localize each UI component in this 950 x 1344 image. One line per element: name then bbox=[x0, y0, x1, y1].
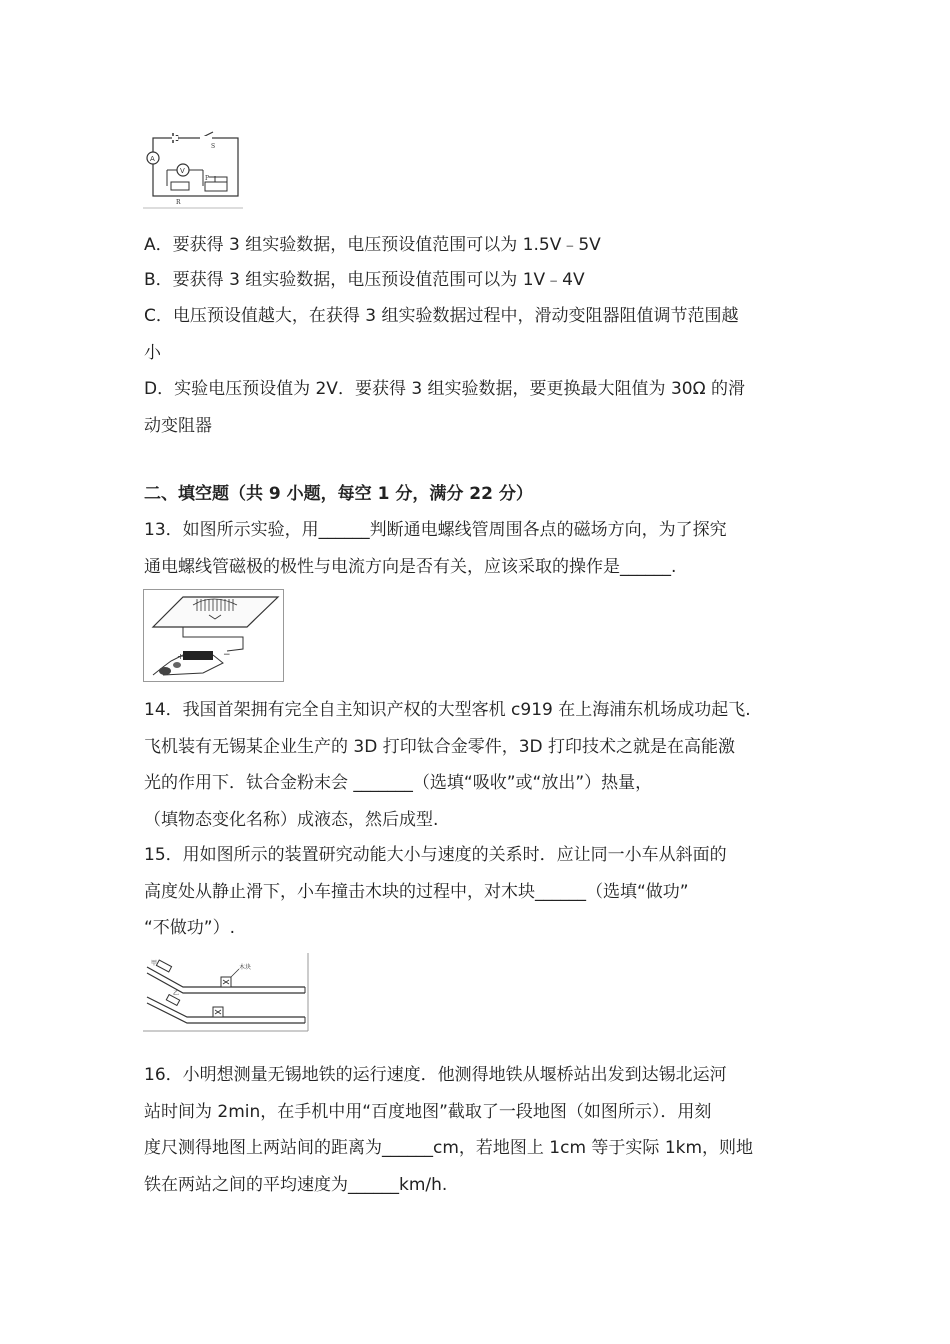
option-c-line2: 小 bbox=[144, 343, 161, 363]
option-d-line2: 动变阻器 bbox=[144, 416, 212, 436]
svg-text:木块: 木块 bbox=[239, 964, 252, 971]
section-title: 二、填空题（共 9 小题，每空 1 分，满分 22 分） bbox=[144, 484, 533, 504]
svg-text:S: S bbox=[211, 143, 216, 150]
q14-line3: 光的作用下．钛合金粉末会 _______（选填“吸收”或“放出”）热量， bbox=[144, 773, 653, 793]
option-c-line1: C．电压预设值越大，在获得 3 组实验数据过程中，滑动变阻器阻值调节范围越 bbox=[144, 306, 739, 326]
svg-text:R: R bbox=[176, 199, 181, 206]
q13-line1: 13．如图所示实验，用______判断通电螺线管周围各点的磁场方向，为了探究 bbox=[144, 520, 727, 540]
q15-line3: “不做功”）. bbox=[144, 918, 236, 938]
svg-text:甲: 甲 bbox=[151, 960, 158, 967]
q14-line4: （填物态变化名称）成液态，然后成型. bbox=[144, 810, 439, 830]
circuit-diagram bbox=[143, 128, 243, 210]
q15-line2: 高度处从静止滑下，小车撞击木块的过程中，对木块______（选填“做功” bbox=[144, 882, 689, 902]
solenoid-figure bbox=[143, 589, 285, 683]
option-b: B．要获得 3 组实验数据，电压预设值范围可以为 1V﹣4V bbox=[144, 270, 585, 290]
option-a: A．要获得 3 组实验数据，电压预设值范围可以为 1.5V﹣5V bbox=[144, 235, 601, 255]
q15-line1: 15．用如图所示的装置研究动能大小与速度的关系时．应让同一小车从斜面的 bbox=[144, 845, 727, 865]
q13-line2: 通电螺线管磁极的极性与电流方向是否有关，应该采取的操作是______. bbox=[144, 557, 677, 577]
svg-text:A: A bbox=[150, 155, 155, 163]
q16-line3: 度尺测得地图上两站间的距离为______cm，若地图上 1cm 等于实际 1km，则地 bbox=[144, 1138, 754, 1158]
svg-text:+: + bbox=[177, 652, 184, 661]
q14-line1: 14．我国首架拥有完全自主知识产权的大型客机 c919 在上海浦东机场成功起飞. bbox=[144, 700, 751, 720]
incline-figure bbox=[143, 953, 310, 1033]
svg-text:V: V bbox=[180, 167, 185, 175]
svg-text:−: − bbox=[223, 650, 231, 660]
q16-line4: 铁在两站之间的平均速度为______km/h. bbox=[144, 1175, 448, 1195]
option-d-line1: D．实验电压预设值为 2V．要获得 3 组实验数据，要更换最大阻值为 30Ω 的滑 bbox=[144, 379, 745, 399]
q16-line1: 16．小明想测量无锡地铁的运行速度．他测得地铁从堰桥站出发到达锡北运河 bbox=[144, 1065, 727, 1085]
q16-line2: 站时间为 2min，在手机中用“百度地图”截取了一段地图（如图所示）．用刻 bbox=[144, 1102, 712, 1122]
svg-text:P: P bbox=[205, 175, 210, 182]
q14-line2: 飞机装有无锡某企业生产的 3D 打印钛合金零件，3D 打印技术之就是在高能激 bbox=[144, 737, 736, 757]
svg-text:乙: 乙 bbox=[173, 990, 180, 997]
